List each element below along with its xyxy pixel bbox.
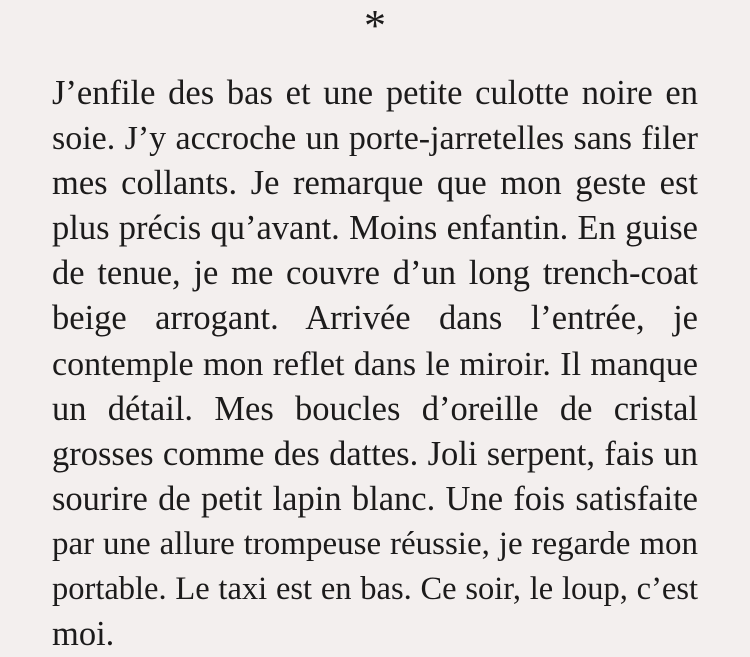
paragraph-line: de tenue, je me couvre d’un long trench-coat — [52, 254, 698, 293]
paragraph-line: portable. Le taxi est en bas. Ce soir, le loup, c’est — [52, 571, 698, 608]
paragraph-line: soie. J’y accroche un porte-jarretelles sans filer — [52, 120, 698, 158]
paragraph-line: mes collants. Je remarque que mon geste est — [52, 164, 698, 203]
paragraph-line: grosses comme des dattes. Joli serpent, fais un — [52, 434, 698, 473]
section-break-asterisk: * — [364, 1, 386, 50]
paragraph-line-last: moi. — [52, 615, 115, 654]
paragraph-line: par une allure trompeuse réussie, je regarde mon — [52, 525, 698, 562]
paragraph-line: plus précis qu’avant. Moins enfantin. En guise — [52, 209, 698, 248]
paragraph — [52, 71, 698, 657]
paragraph-line: J’enfile des bas et une petite culotte noire en — [52, 74, 698, 112]
paragraph-line: sourire de petit lapin blanc. Une fois satisfaite — [52, 479, 698, 518]
paragraph-line: beige arrogant. Arrivée dans l’entrée, je — [52, 299, 698, 338]
paragraph-line: contemple mon reflet dans le miroir. Il manque — [52, 345, 698, 383]
paragraph-line: un détail. Mes boucles d’oreille de cristal — [52, 389, 698, 428]
